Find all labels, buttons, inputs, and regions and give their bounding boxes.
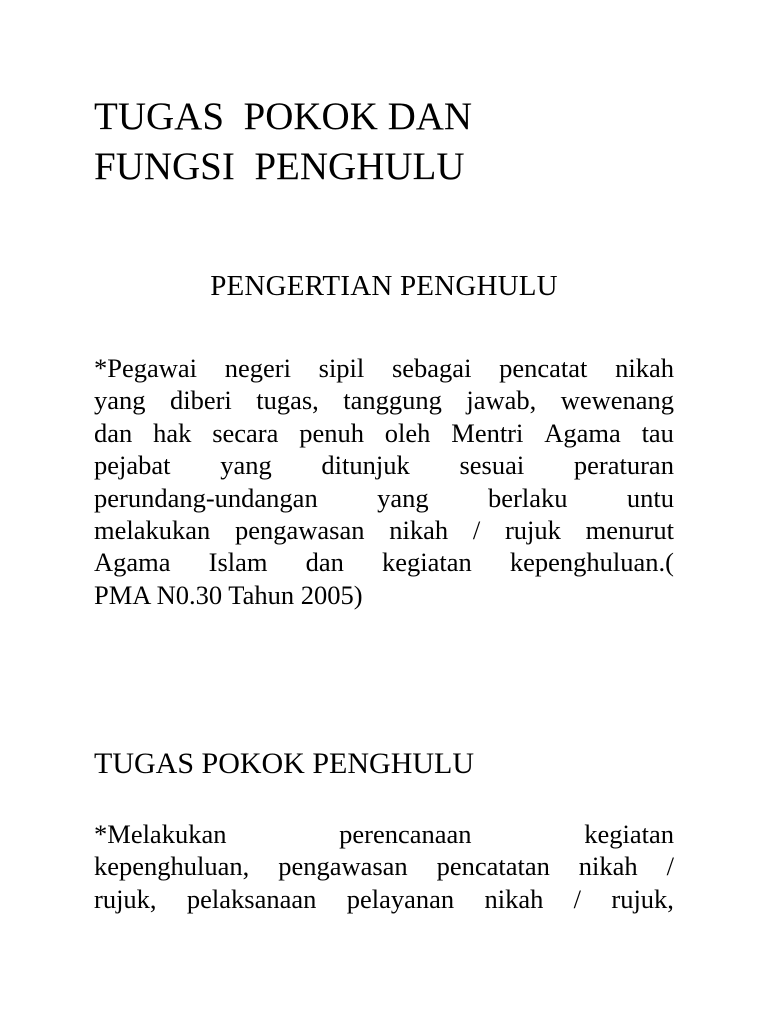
- word: rujuk,: [611, 883, 674, 914]
- word: dan: [94, 417, 133, 448]
- tasks-paragraph: [94, 818, 674, 915]
- word: rujuk,: [94, 883, 157, 914]
- word: sebagai: [391, 353, 472, 383]
- word: *Pegawai: [94, 353, 198, 383]
- word: menurut: [585, 514, 674, 545]
- word: pelayanan: [346, 883, 455, 914]
- section-heading: TUGAS POKOK PENGHULU: [94, 747, 475, 780]
- word: /: [573, 883, 582, 914]
- paragraph-line: [94, 818, 674, 850]
- page-title: [94, 92, 694, 192]
- word: tau: [641, 417, 674, 448]
- title-line: TUGAS POKOK DAN: [94, 95, 473, 138]
- word: yang: [220, 450, 272, 481]
- paragraph-line: [94, 482, 674, 514]
- word: sipil: [318, 353, 365, 383]
- paragraph-line: [94, 850, 674, 882]
- word: yang: [94, 385, 146, 416]
- word: jawab,: [466, 385, 537, 416]
- word: pelaksanaan: [186, 883, 317, 914]
- word: untu: [626, 482, 674, 513]
- word: perencanaan: [339, 819, 472, 849]
- word: nikah: [615, 353, 674, 383]
- word: pengawasan: [235, 514, 365, 545]
- word: nikah: [578, 851, 638, 882]
- paragraph-line: [94, 449, 674, 481]
- title-line: FUNGSI PENGHULU: [94, 145, 465, 188]
- word: penuh: [299, 417, 364, 448]
- word: Agama: [94, 547, 171, 578]
- paragraph-line: PMA N0.30 Tahun 2005): [94, 579, 363, 610]
- word: nikah: [484, 883, 544, 914]
- paragraph-line: [94, 883, 674, 915]
- word: tugas,: [256, 385, 319, 416]
- word: berlaku: [488, 482, 568, 513]
- word: kepenghuluan.(: [509, 547, 674, 578]
- word: diberi: [169, 385, 232, 416]
- definition-heading: PENGERTIAN PENGHULU: [210, 270, 558, 302]
- word: sesuai: [459, 450, 525, 481]
- word: Agama: [544, 417, 621, 448]
- word: secara: [212, 417, 279, 448]
- word: negeri: [224, 353, 291, 383]
- paragraph-line: [94, 352, 674, 384]
- paragraph-line: [94, 546, 674, 578]
- paragraph-line: [94, 417, 674, 449]
- word: kepenghuluan,: [94, 851, 250, 882]
- word: /: [472, 514, 481, 545]
- word: pengawasan: [278, 851, 408, 882]
- word: kegiatan: [584, 819, 674, 849]
- word: pencatat: [499, 353, 588, 383]
- word: /: [666, 851, 674, 882]
- word: oleh: [384, 417, 431, 448]
- paragraph-line: [94, 384, 674, 416]
- word: Mentri: [451, 417, 524, 448]
- word: ditunjuk: [321, 450, 410, 481]
- word: yang: [377, 482, 429, 513]
- word: pencatatan: [436, 851, 550, 882]
- definition-paragraph: [94, 352, 674, 611]
- word: nikah: [389, 514, 449, 545]
- word: pejabat: [94, 450, 171, 481]
- word: kegiatan: [382, 547, 472, 578]
- word: rujuk: [504, 514, 561, 545]
- word: melakukan: [94, 514, 211, 545]
- word: tanggung: [343, 385, 442, 416]
- paragraph-line: [94, 514, 674, 546]
- word: perundang-undangan: [94, 482, 318, 513]
- word: *Melakukan: [94, 819, 227, 849]
- word: dan: [305, 547, 344, 578]
- word: peraturan: [573, 450, 674, 481]
- word: Islam: [208, 547, 268, 578]
- word: hak: [153, 417, 192, 448]
- word: wewenang: [560, 385, 674, 416]
